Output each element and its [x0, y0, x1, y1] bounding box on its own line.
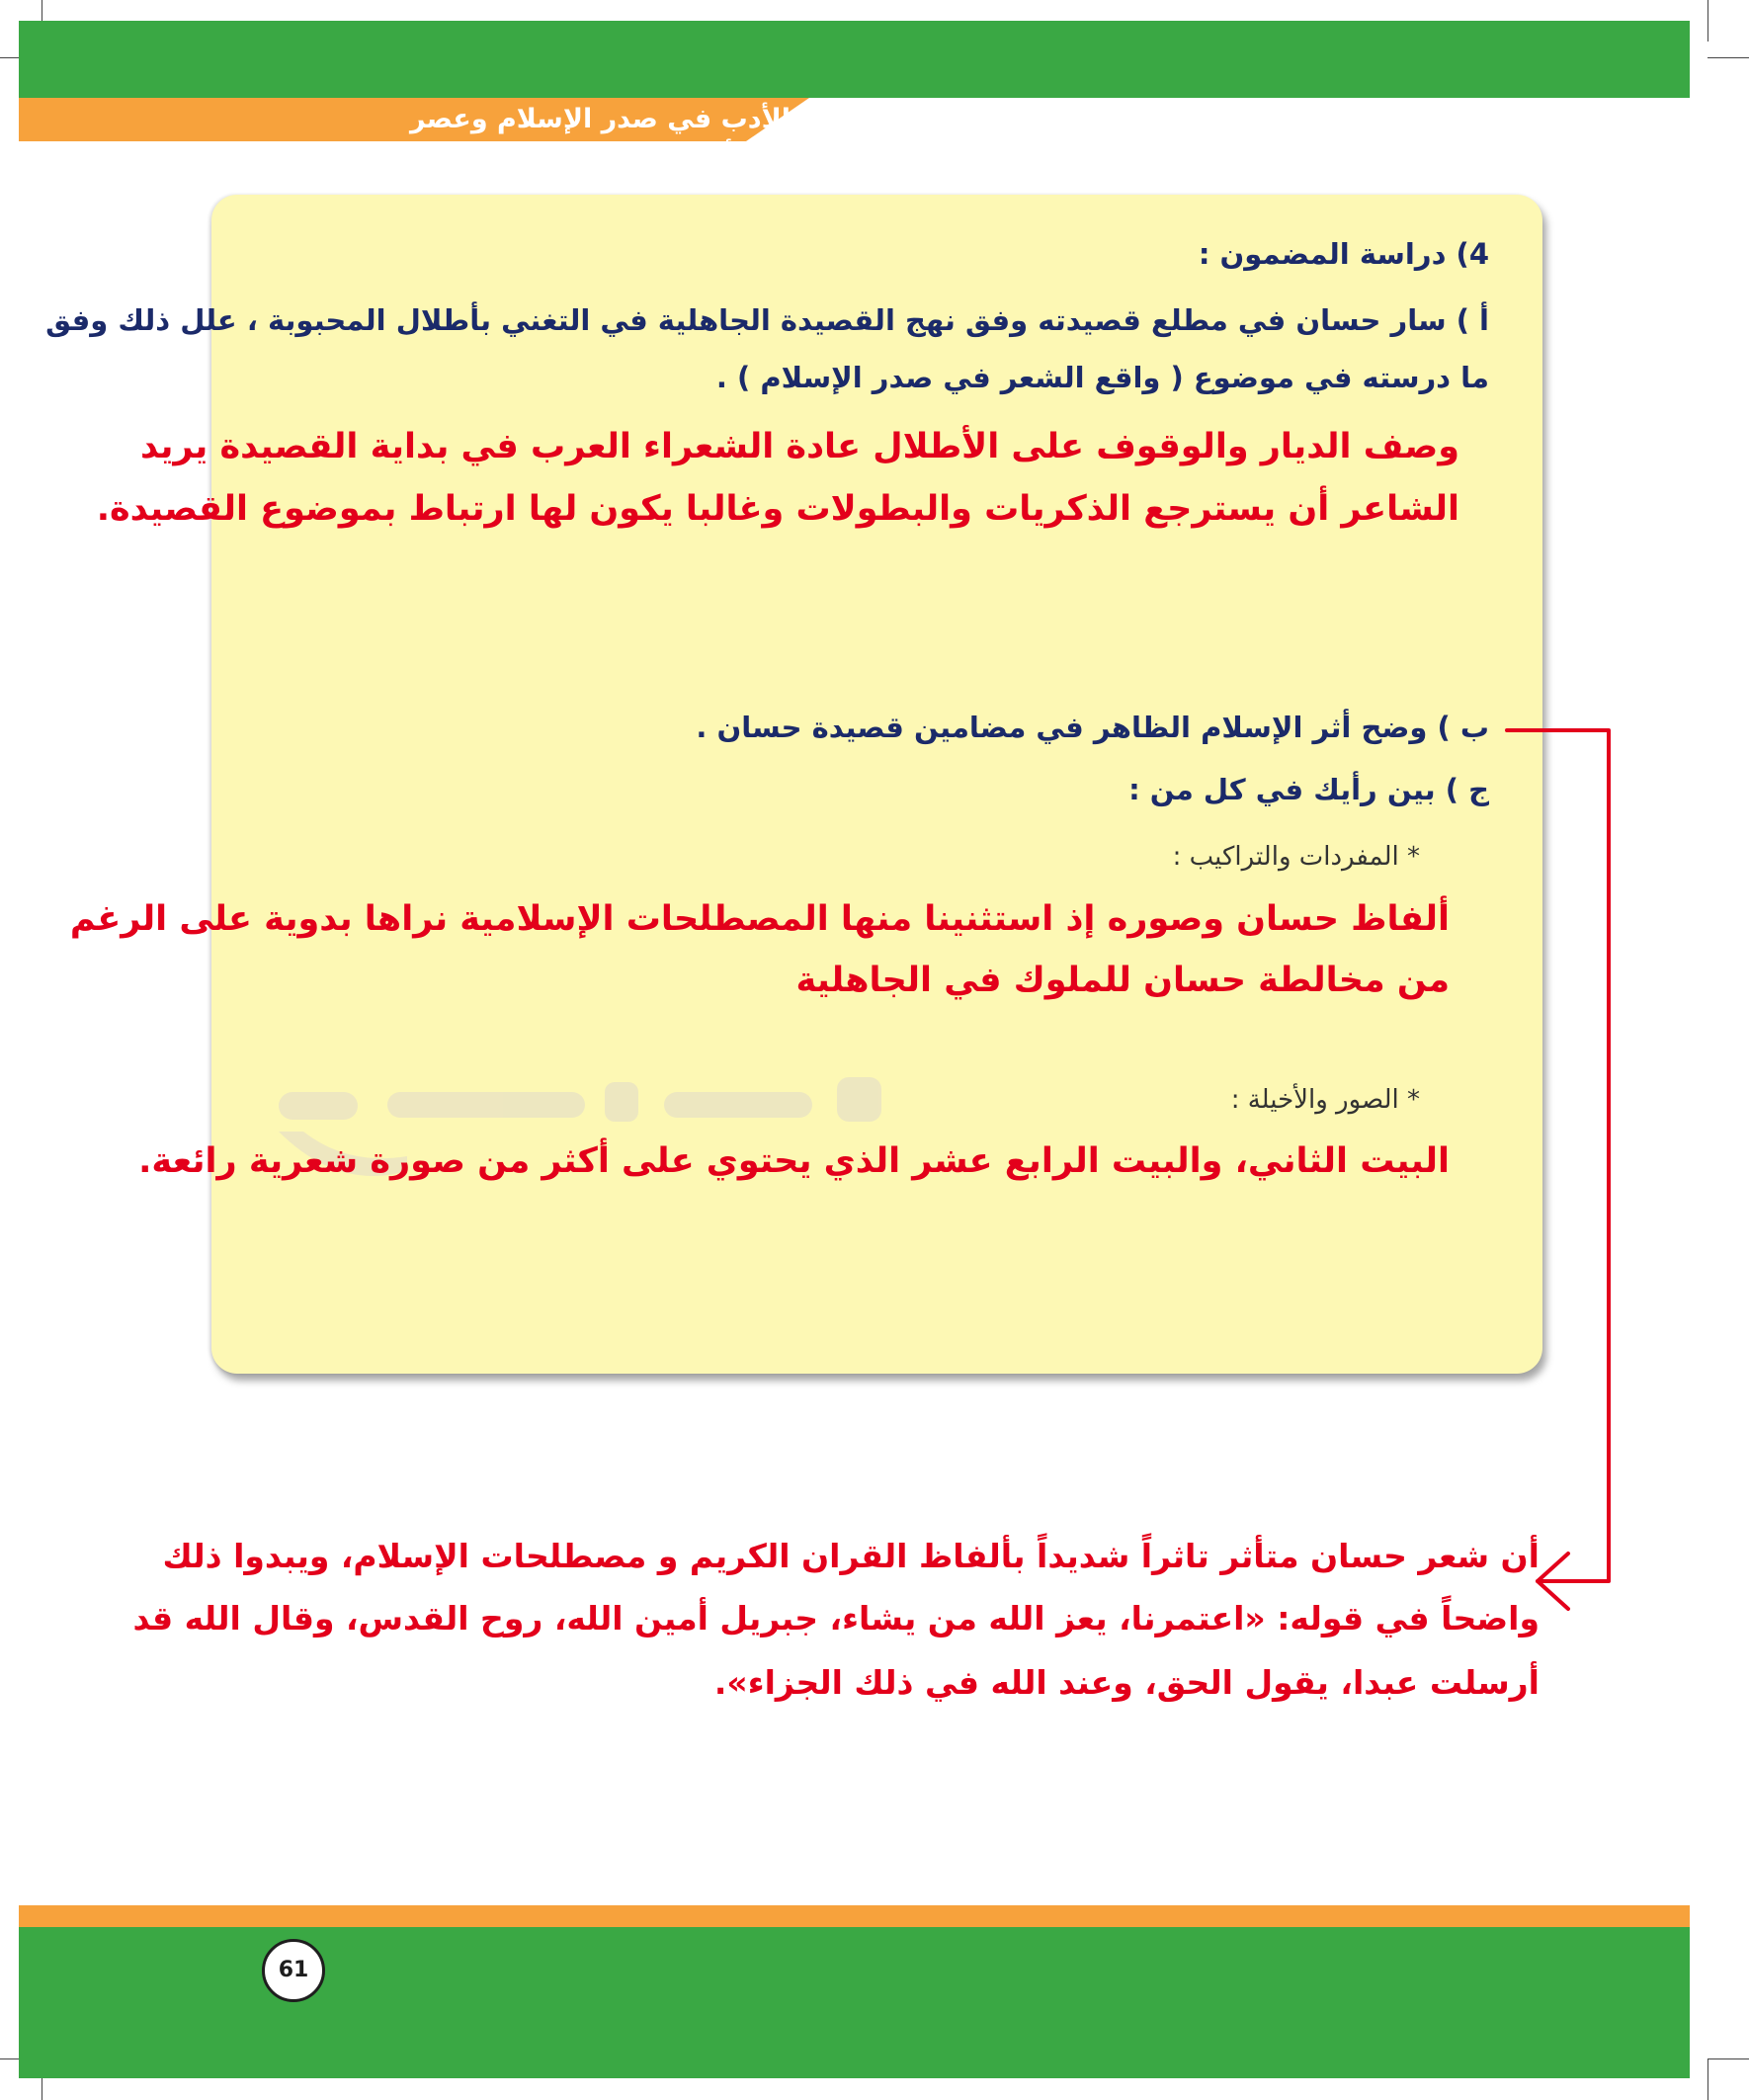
- header-title: الأدب في صدر الإسلام وعصر بني أمية: [409, 104, 791, 172]
- imagery-answer: البيت الثاني، والبيت الرابع عشر الذي يحتوي على أكثر من صورة شعرية رائعة.: [138, 1141, 1450, 1181]
- page-number: 61: [262, 1939, 325, 2002]
- section-title: 4) دراسة المضمون :: [1198, 237, 1489, 271]
- answer-b-line-3: أرسلت عبدا، يقول الحق، وعند الله في ذلك الجزاء».: [713, 1663, 1540, 1702]
- answer-a-line-1: وصف الديار والوقوف على الأطلال عادة الشعراء العرب في بداية القصيدة يريد: [139, 427, 1459, 466]
- answer-a-line-2: الشاعر أن يسترجع الذكريات والبطولات وغالبا يكون لها ارتباط بموضوع القصيدة.: [96, 489, 1459, 529]
- question-b: ب ) وضح أثر الإسلام الظاهر في مضامين قصيدة حسان .: [696, 711, 1489, 744]
- vocabulary-label: * المفردات والتراكيب :: [1172, 842, 1420, 872]
- footer-orange-strip: [19, 1905, 1690, 1927]
- vocabulary-answer-line-1: ألفاظ حسان وصوره إذ استثنينا منها المصطلحات الإسلامية نراها بدوية على الرغم: [69, 899, 1450, 939]
- vocabulary-answer-line-2: من مخالطة حسان للملوك في الجاهلية: [795, 961, 1450, 1000]
- answer-b-line-1: أن شعر حسان متأثر تاثراً شديداً بألفاظ القران الكريم و مصطلحات الإسلام، ويبدوا ذلك: [162, 1537, 1540, 1575]
- answer-b-line-2: واضحاً في قوله: «اعتمرنا، يعز الله من يشاء، جبريل أمين الله، روح القدس، وقال الله قد: [132, 1599, 1540, 1638]
- imagery-label: * الصور والأخيلة :: [1230, 1085, 1420, 1115]
- question-c: ج ) بين رأيك في كل من :: [1128, 773, 1489, 806]
- question-a-line-2: ما درسته في موضوع ( واقع الشعر في صدر الإسلام ) .: [715, 361, 1489, 394]
- question-a-line-1: أ ) سار حسان في مطلع قصيدته وفق نهج القصيدة الجاهلية في التغني بأطلال المحبوبة ، علل ذلك وفق: [45, 303, 1489, 337]
